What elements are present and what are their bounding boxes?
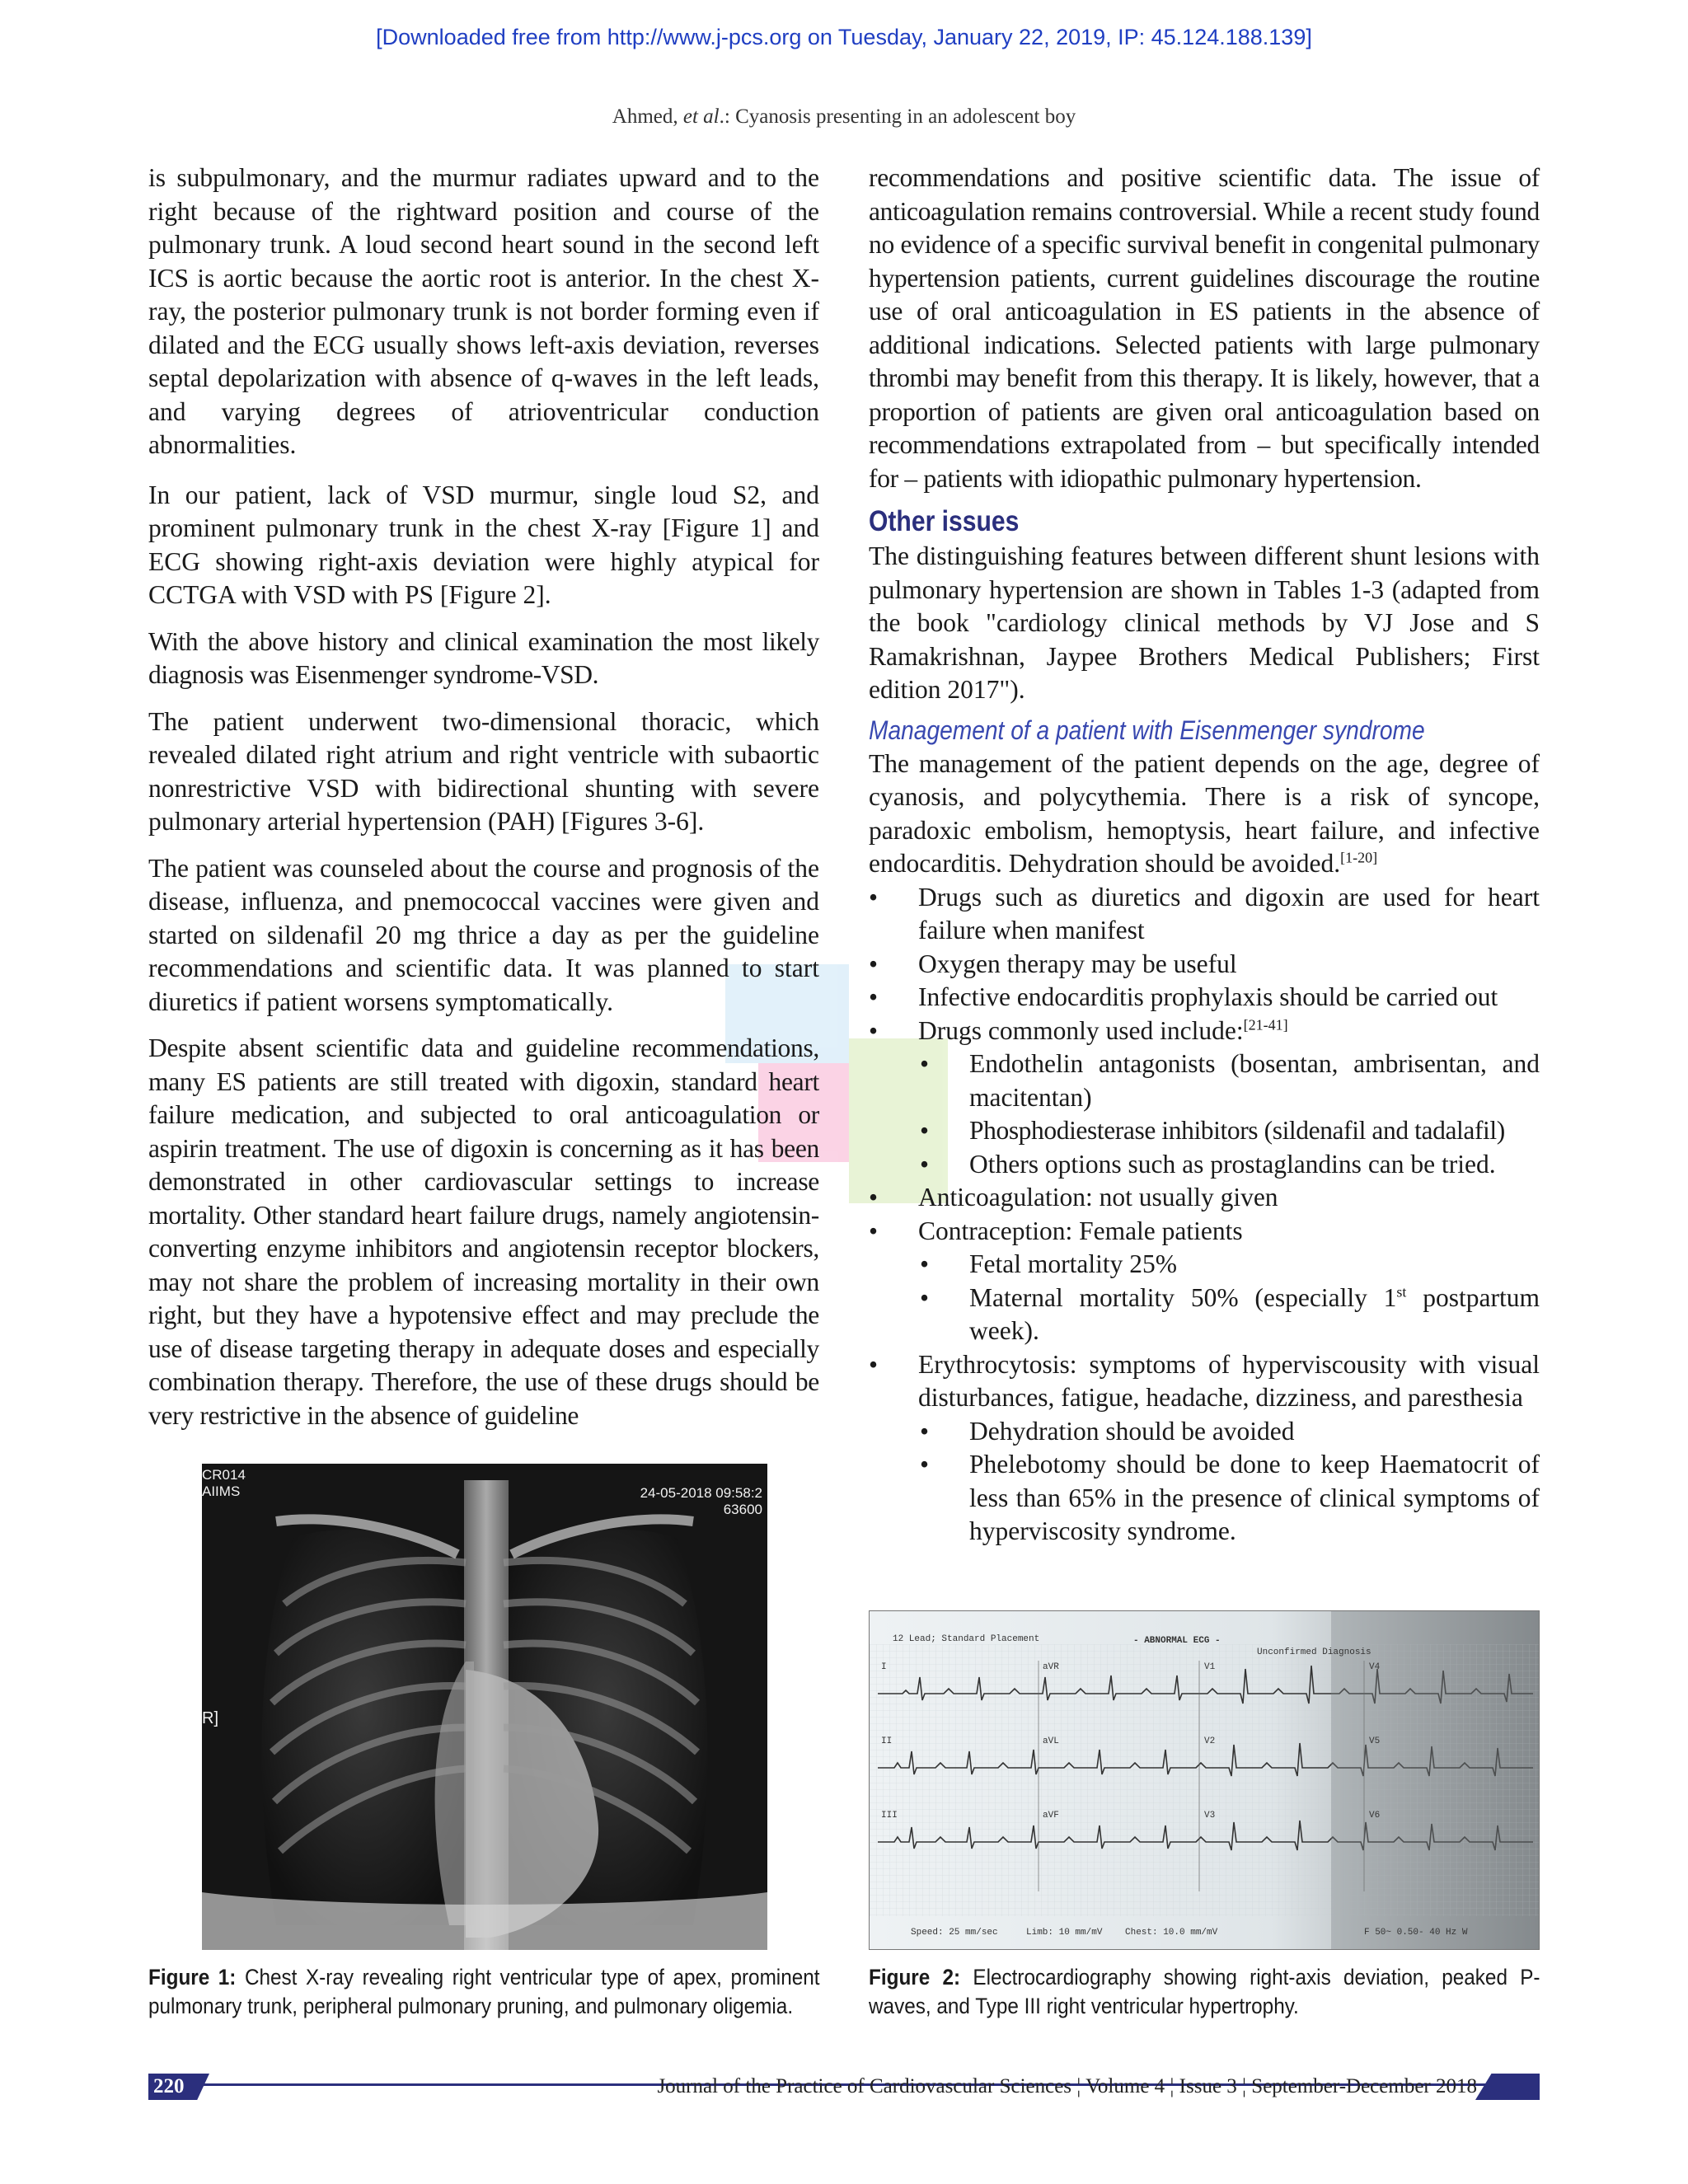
management-bullet-list	[869, 881, 1540, 1549]
management-citation: [1-20]	[1340, 849, 1378, 866]
management-text: The management of the patient depends on the age, degree of cyanosis, and polycythemia. There is a risk of syncope, paradoxic embolism, hemoptysis, heart failure, and infective endocarditis. Dehydration should be avoided.	[869, 748, 1540, 878]
ecg-lead-label: V1	[1204, 1662, 1216, 1672]
running-head-etal: et al	[682, 105, 720, 128]
running-head-authors: Ahmed,	[612, 105, 683, 128]
ecg-abnormal-note: - ABNORMAL ECG -	[1133, 1636, 1221, 1646]
left-paragraph-6: Despite absent scientific data and guideline recommendations, many ES patients are still treated with digoxin, standard heart failure medication, and subjected to oral anticoagulation or aspirin treatment. The use of digoxin is concerning as it has been demonstrated in other cardiovascular settings to increase mortality. Other standard heart failure drugs, namely angiotensin-converting enzyme inhibitors and angiotensin receptor blockers, may not share the problem of increasing mortality in their own right, but they have a hypotensive effect and may preclude the use of disease targeting therapy in adequate doses and especially combination therapy. Therefore, the use of these drugs should be very restrictive in the absence of guideline	[148, 1033, 819, 1430]
bullet-text: Anticoagulation: not usually given	[918, 1183, 1278, 1212]
bullet-marker: •	[869, 1015, 879, 1045]
bullet-text-a: Maternal mortality 50% (especially 1	[969, 1282, 1397, 1312]
bullet-text-b: postpartum week).	[969, 1282, 1540, 1345]
figure-1-caption	[148, 1963, 820, 2021]
bullet-citation: [21-41]	[1243, 1016, 1288, 1033]
bullet-marker: •	[920, 1249, 930, 1278]
sub-bullet-item	[869, 1448, 1540, 1549]
ecg-lead-label: aVR	[1043, 1662, 1059, 1672]
other-issues-paragraph: The distinguishing features between different shunt lesions with pulmonary hypertension are shown in Tables 1-3 (adapted from the book "cardiology clinical methods by VJ Jose and S Ramakrishnan, Jaypee Brothers Medical Publishers; First edition 2017").	[869, 541, 1540, 704]
bullet-text: Oxygen therapy may be useful	[918, 949, 1237, 978]
bullet-item	[869, 981, 1540, 1015]
bullet-item	[869, 1215, 1540, 1249]
bullet-marker: •	[920, 1416, 930, 1446]
left-paragraph-4: The patient underwent two-dimensional thoracic, which revealed dilated right atrium and right ventricle with subaortic nonrestrictive VSD with bidirectional shunting with severe pulmonary arterial hypertension (PAH) [Figures 3-6].	[148, 706, 819, 836]
bullet-text: Dehydration should be avoided	[969, 1416, 1295, 1446]
bullet-text: Others options such as prostaglandins can be tried.	[969, 1149, 1496, 1179]
bullet-item	[869, 1348, 1540, 1415]
right-intro-paragraph: recommendations and positive scientific data. The issue of anticoagulation remains controversial. While a recent study found no evidence of a specific survival benefit in congenital pulmonary hypertension patients, current guidelines discourage the routine use of oral anticoagulation in ES patients in the absence of additional indications. Selected patients with large pulmonary thrombi may benefit from this therapy. It is likely, however, that a proportion of patients are given oral anticoagulation based on recommendations extrapolated from – but specifically intended for – patients with idiopathic pulmonary hypertension.	[869, 163, 1540, 493]
page-number: 220	[153, 2075, 185, 2097]
ecg-lead-label: V5	[1369, 1736, 1381, 1746]
bullet-text: Phelebotomy should be done to keep Haematocrit of less than 65% in the presence of clinical symptoms of hyperviscosity syndrome.	[969, 1450, 1540, 1545]
figure-2-caption-text: Electrocardiography showing right-axis deviation, peaked P-waves, and Type III right ventricular hypertrophy.	[869, 1965, 1540, 2018]
bullet-text: Erythrocytosis: symptoms of hyperviscousity with visual disturbances, fatigue, headache, dizziness, and paresthesia	[918, 1349, 1540, 1412]
bullet-marker: •	[920, 1149, 930, 1179]
ecg-lead-label: aVL	[1043, 1736, 1059, 1746]
ecg-unconfirmed-note: Unconfirmed Diagnosis	[1257, 1647, 1372, 1657]
footer-tab-right	[1475, 2074, 1540, 2100]
bullet-item	[869, 1181, 1540, 1215]
ecg-lead-label: V6	[1369, 1811, 1381, 1821]
bullet-text: Fetal mortality 25%	[969, 1249, 1177, 1278]
xray-overlay-id: 63600	[723, 1502, 762, 1517]
sub-bullet-item	[869, 1148, 1540, 1182]
figure-1-chest-xray-image	[202, 1464, 767, 1950]
left-paragraph-1: is subpulmonary, and the murmur radiates upward and to the right because of the rightward position and course of the pulmonary trunk. A loud second heart sound in the second left ICS is aortic because the aortic root is anterior. In the chest X-ray, the posterior pulmonary trunk is not border forming even if dilated and the ECG usually shows left-axis deviation, reverses septal depolarization with absence of q-waves in the left leads, and varying degrees of atrioventricular conduction abnormalities.	[148, 163, 819, 459]
right-column	[869, 162, 1540, 1549]
ecg-lead-label: aVF	[1043, 1811, 1059, 1821]
figure-1-caption-text: Chest X-ray revealing right ventricular type of apex, prominent pulmonary trunk, peripheral pulmonary pruning, and pulmonary oligemia.	[148, 1965, 820, 2018]
management-paragraph	[869, 748, 1540, 881]
bullet-text: Infective endocarditis prophylaxis should be carried out	[918, 982, 1498, 1011]
bullet-text: Contraception: Female patients	[918, 1216, 1243, 1245]
section-heading-other-issues: Other issues	[869, 505, 1020, 537]
xray-side-marker: R]	[202, 1709, 218, 1727]
bullet-marker: •	[869, 1183, 879, 1212]
sub-bullet-item	[869, 1248, 1540, 1282]
figure-1-label: Figure 1:	[148, 1965, 237, 1990]
bullet-text: Endothelin antagonists (bosentan, ambrisentan, and macitentan)	[969, 1049, 1540, 1112]
bullet-item	[869, 881, 1540, 948]
figure-2-label: Figure 2:	[869, 1965, 961, 1990]
left-paragraph-2: In our patient, lack of VSD murmur, single loud S2, and prominent pulmonary trunk in the chest X-ray [Figure 1] and ECG showing right-axis deviation were highly atypical for CCTGA with VSD with PS [Figure 2].	[148, 480, 819, 609]
bullet-text: Phosphodiesterase inhibitors (sildenafil and tadalafil)	[969, 1116, 1505, 1145]
bullet-superscript: st	[1396, 1283, 1407, 1300]
left-column	[148, 162, 819, 1447]
bullet-marker: •	[869, 1349, 879, 1379]
ecg-header-note: 12 Lead; Standard Placement	[893, 1634, 1040, 1644]
journal-footer: Journal of the Practice of Cardiovascular Sciences ¦ Volume 4 ¦ Issue 3 ¦ September-December 2018	[657, 2075, 1477, 2097]
ecg-lead-label: V2	[1204, 1736, 1216, 1746]
bullet-text: Drugs such as diuretics and digoxin are used for heart failure when manifest	[918, 882, 1540, 944]
ecg-limb-label: Limb: 10 mm/mV	[1026, 1928, 1103, 1938]
xray-overlay-code: CR014	[202, 1467, 246, 1483]
sub-bullet-item	[869, 1282, 1540, 1348]
bullet-marker: •	[869, 1216, 879, 1245]
ecg-lead-label: III	[881, 1811, 898, 1821]
subheading-management: Management of a patient with Eisenmenger syndrome	[869, 715, 1425, 745]
ecg-lead-label: V4	[1369, 1662, 1381, 1672]
sub-bullet-item	[869, 1047, 1540, 1114]
running-head	[0, 105, 1688, 129]
xray-drawing	[202, 1464, 767, 1950]
ecg-lead-label: V3	[1204, 1811, 1216, 1821]
bullet-marker: •	[920, 1049, 930, 1078]
bullet-marker: •	[920, 1282, 930, 1312]
ecg-filter-label: F 50~ 0.50- 40 Hz W	[1364, 1928, 1468, 1938]
left-paragraph-3: With the above history and clinical examination the most likely diagnosis was Eisenmenger syndrome-VSD.	[148, 626, 819, 689]
xray-overlay-datetime: 24-05-2018 09:58:2	[640, 1485, 762, 1501]
sub-bullet-item	[869, 1114, 1540, 1148]
bullet-marker: •	[920, 1116, 929, 1145]
xray-overlay-institution: AIIMS	[202, 1483, 241, 1499]
download-banner: [Downloaded free from http://www.j-pcs.org on Tuesday, January 22, 2019, IP: 45.124.188.139]	[376, 25, 1312, 49]
sub-bullet-item	[869, 1415, 1540, 1449]
bullet-text: Drugs commonly used include:	[918, 1015, 1244, 1045]
running-head-title: .: Cyanosis presenting in an adolescent boy	[719, 105, 1076, 128]
figure-2-caption	[869, 1963, 1540, 2021]
bullet-marker: •	[920, 1450, 930, 1479]
bullet-marker: •	[869, 982, 879, 1011]
bullet-item	[869, 1015, 1540, 1048]
ecg-lead-label: II	[881, 1736, 893, 1746]
ecg-chest-label: Chest: 10.0 mm/mV	[1125, 1928, 1218, 1938]
bullet-item	[869, 948, 1540, 982]
figure-2-ecg-image	[869, 1610, 1540, 1950]
bullet-marker: •	[869, 949, 879, 978]
ecg-lead-label: I	[881, 1662, 887, 1672]
left-paragraph-5: The patient was counseled about the course and prognosis of the disease, influenza, and pnemococcal vaccines were given and started on sildenafil 20 mg thrice a day as per the guideline recommendations and scientific data. It was planned to start diuretics if patient worsens symptomatically.	[148, 853, 819, 1016]
ecg-speed-label: Speed: 25 mm/sec	[911, 1928, 998, 1938]
bullet-marker: •	[869, 882, 879, 912]
